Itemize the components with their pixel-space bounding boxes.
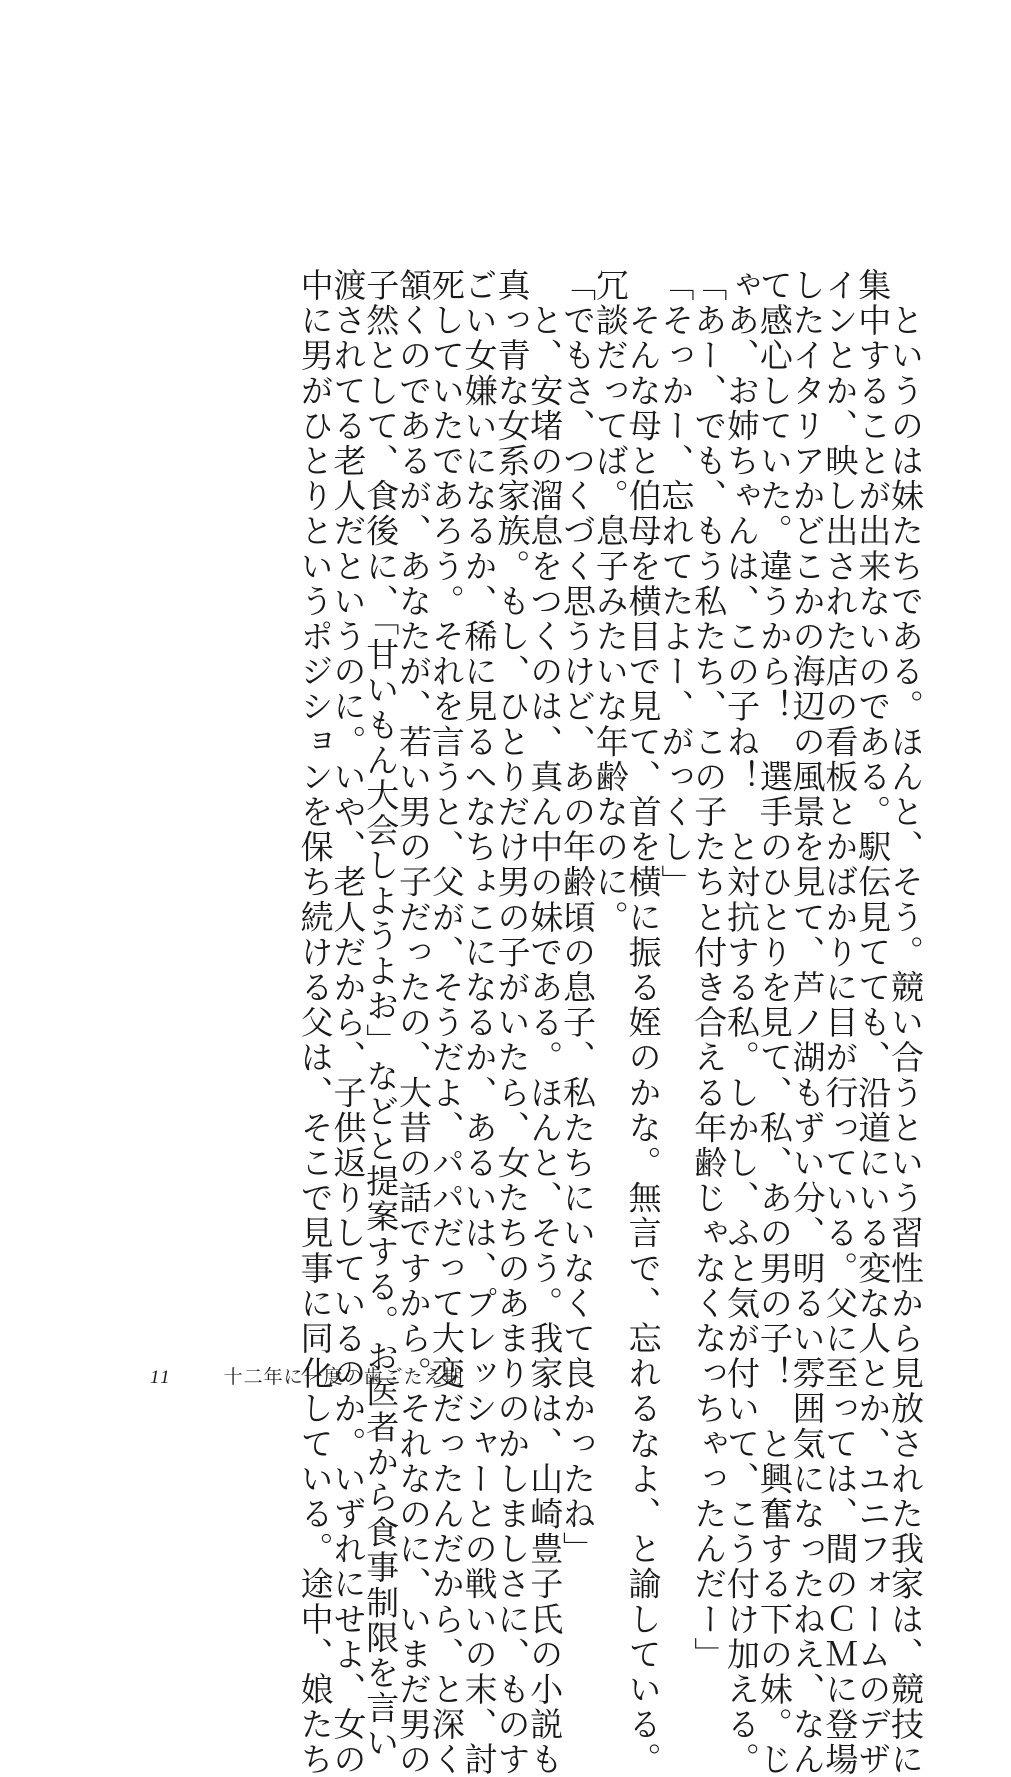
text-line: 「でもさ、つくづく思うけど、あの年齢頃の息子、私たちにいなくて良かったね」 [558,268,598,1567]
text-line: 渡されてる老人だというのに。いや、老人だから、子供返りしているのか。いずれにせよ、女の [328,268,368,1777]
text-line: 真っ青な女系家族。もし、ひとりだけ男の子がいたら、女たちのあまりのかしましさに、ものす [492,268,532,1777]
page-number: 11 [150,1367,172,1388]
text-line: ゃあ、お姉ちゃんは、この子ね！ と対抗する私。しかし、ふと気が付いて、こう付け加える。 [722,268,762,1777]
text-line: 「そっかー、忘れてたよー、がっくし」 [656,268,696,900]
text-line: 死していたであろう。それを言うと、父が、そうだよ、パパだって大変だったんだから、と深く [426,268,466,1777]
text-line: 頷くのであるが、あなたが、若い男の子だったの、大昔の話ですから。それなのに、いまだ男の [394,268,434,1777]
page-footer [150,1362,464,1402]
text-line: そんな母と伯母を横目で見て、首を横に振る姪のかな。無言で、忘れるなよ、と諭している。 [623,268,663,1777]
text-line: インとか、映し出された店の看板とかばかりに目が行っている。父に至っては、間のＣＭに登場 [820,268,860,1777]
running-title: 十二年に一度の歯ごたえ期 [223,1366,464,1388]
text-line: 子然として、食後に、「甘いもん大会しようよお」などと提案する。お医者から食事制限を言い [361,268,401,1761]
text-line: したイタリアかどこかの海辺の風景を見て、芦ノ湖もずい分、明るい雰囲気になったねえ、なん [787,268,827,1777]
text-line: ごい女嫌いになるか、稀に見るへなちょこになるか、あるいは、プレッシャーとの戦いの末、討 [459,268,499,1777]
text-line: と、安堵の溜息をつくのは、真ん中の妹である。ほんと、そう。我家は、山崎豊子氏の小説も [525,268,565,1777]
text-line: というのは妹たちである。ほんと、そう。競い合うという習性から見放された我家は、競技に [886,268,925,1777]
text-line: て感心していた。違うから！ 選手のひとりを見て、私、あの男の子！ と興奮する下の妹。じ [754,268,794,1777]
text-line: 冗談だってば。息子みたいな年齢なのに。 [590,268,630,935]
text-line: 中に男がひとりというポジションを保ち続ける父は、そこで見事に同化している。途中、娘たち [295,268,335,1777]
text-line: 集中することが出来ないのである。駅伝見てても、沿道にいる変な人とか、ユニフォームのデザ [853,268,893,1777]
text-line: 「あー、でも、もう私たち、この子たちと付き合える年齢じゃなくなっちゃったんだー」 [689,268,729,1672]
